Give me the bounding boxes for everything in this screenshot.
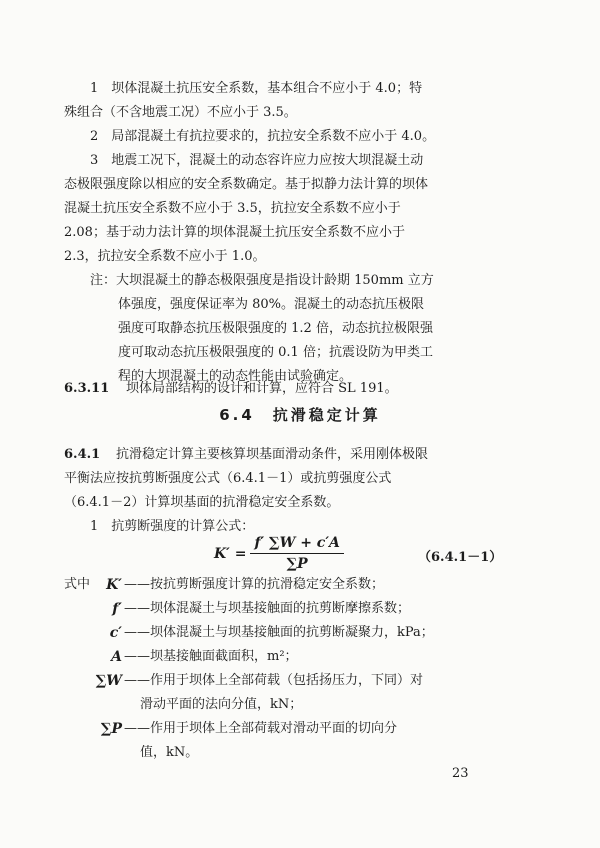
note-line-4: 度可取动态抗压极限强度的 0.1 倍；抗震设防为甲类工 bbox=[118, 345, 433, 360]
clause-item-3-line-4: 2.08；基于动力法计算的坝体混凝土抗压安全系数不应小于 bbox=[64, 225, 405, 240]
def-symbol-a: A bbox=[111, 649, 122, 665]
def-text-sum-w-line-1: ——作用于坝体上全部荷载（包括扬压力，下同）对 bbox=[124, 673, 424, 688]
note-line-3: 强度可取静态抗压极限强度的 1.2 倍，动态抗拉极限强 bbox=[118, 321, 433, 336]
def-text-sum-p-line-1: ——作用于坝体上全部荷载对滑动平面的切向分 bbox=[124, 721, 398, 736]
clause-item-1-line-2: 殊组合（不含地震工况）不应小于 3.5。 bbox=[64, 105, 297, 120]
formula-fraction bbox=[250, 535, 343, 572]
clause-item-3-line-1: 3 地震工况下，混凝土的动态容许应力应按大坝混凝土动 bbox=[90, 153, 424, 168]
clause-item-1-line-1: 1 坝体混凝土抗压安全系数，基本组合不应小于 4.0；特 bbox=[90, 81, 423, 96]
clause-6-4-1-line-1: 抗滑稳定计算主要核算坝基面滑动条件，采用刚体极限 bbox=[116, 447, 429, 462]
clause-6-4-1-line-3: （6.4.1－2）计算坝基面的抗滑稳定安全系数。 bbox=[64, 495, 340, 510]
def-symbol-sum-p: ∑P bbox=[100, 721, 122, 737]
def-text-c: ——坝体混凝土与坝基接触面的抗剪断凝聚力，kPa； bbox=[124, 625, 434, 640]
def-text-sum-p-line-2: 值，kN。 bbox=[140, 745, 199, 760]
clause-6-4-1-number: 6.4.1 bbox=[64, 447, 101, 462]
def-symbol-f: f′ bbox=[112, 601, 122, 617]
formula-intro: 1 抗剪断强度的计算公式： bbox=[90, 519, 255, 534]
page-number: 23 bbox=[452, 766, 469, 781]
def-text-f: ——坝体混凝土与坝基接触面的抗剪断摩擦系数； bbox=[124, 601, 411, 616]
section-title: 6.4 抗滑稳定计算 bbox=[219, 406, 381, 424]
clause-6-4-1-line-2: 平衡法应按抗剪断强度公式（6.4.1－1）或抗剪强度公式 bbox=[64, 471, 392, 486]
clause-6-3-11-number: 6.3.11 bbox=[64, 381, 110, 396]
clause-item-3-line-2: 态极限强度除以相应的安全系数确定。基于拟静力法计算的坝体 bbox=[64, 177, 429, 192]
formula-lhs: K′ = bbox=[214, 545, 247, 562]
formula-denominator: ∑P bbox=[286, 556, 308, 572]
def-symbol-c: c′ bbox=[109, 625, 122, 641]
def-text-k: ——按抗剪断强度计算的抗滑稳定安全系数； bbox=[124, 577, 385, 592]
clause-item-2: 2 局部混凝土有抗拉要求的，抗拉安全系数不应小于 4.0。 bbox=[90, 129, 436, 144]
def-text-a: ——坝基接触面截面积，m²； bbox=[124, 649, 298, 664]
def-text-sum-w-line-2: 滑动平面的法向分值，kN； bbox=[140, 697, 303, 712]
note-line-2: 体强度，强度保证率为 80%。混凝土的动态抗压极限 bbox=[118, 297, 425, 312]
def-symbol-k: K′ bbox=[106, 577, 122, 593]
clause-item-3-line-3: 混凝土抗压安全系数不应小于 3.5，抗拉安全系数不应小于 bbox=[64, 201, 401, 216]
where-label: 式中 bbox=[64, 577, 91, 592]
clause-6-3-11-text: 坝体局部结构的设计和计算，应符合 SL 191。 bbox=[126, 381, 398, 396]
formula-6-4-1-1 bbox=[214, 535, 344, 572]
note-line-1: 注：大坝混凝土的静态极限强度是指设计龄期 150mm 立方 bbox=[90, 273, 434, 288]
note-line-5: 程的大坝混凝土的动态性能由试验确定。 bbox=[118, 369, 353, 384]
clause-item-3-line-5: 2.3，抗拉安全系数不应小于 1.0。 bbox=[64, 249, 266, 264]
formula-numerator: f′ ∑W + c′A bbox=[250, 535, 343, 554]
formula-number: （6.4.1－1） bbox=[418, 550, 503, 565]
def-symbol-sum-w: ∑W bbox=[95, 673, 122, 689]
